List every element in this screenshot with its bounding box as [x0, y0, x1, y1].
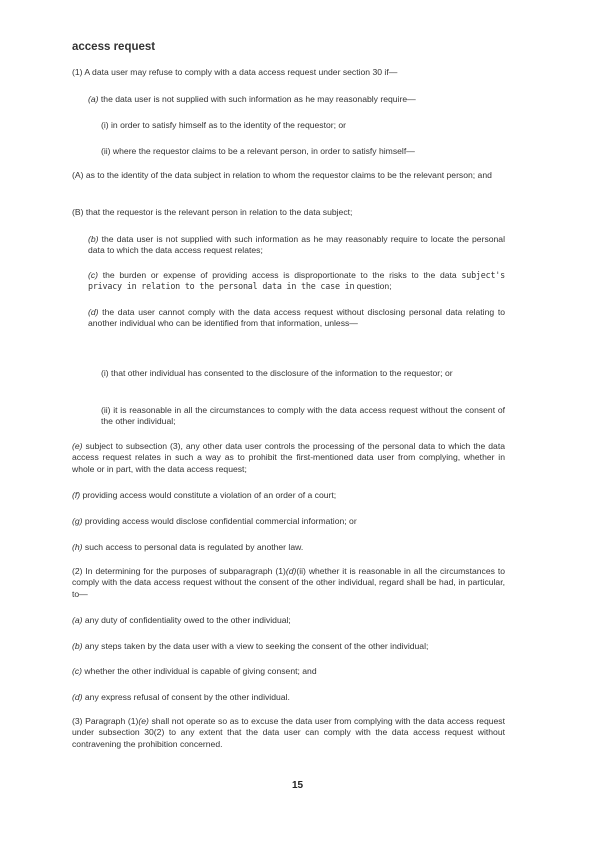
- clause-a-mark: (a): [88, 94, 99, 104]
- item-B-text: (B) that the requestor is the relevant person in relation to the data subject;: [72, 207, 353, 217]
- para-2-clause-b: [72, 641, 505, 652]
- para-2-clause-c: [72, 666, 505, 677]
- paragraph-2-text-a: (2) In determining for the purposes of subparagraph (1): [72, 566, 286, 576]
- para-2-clause-d-mark: (d): [72, 692, 83, 702]
- clause-e-text: subject to subsection (3), any other data user controls the processing of the personal data to which the data access request relates in such a way as to prohibit the first-mentioned data user from complying, whether in whole or in part, with the data access request;: [72, 441, 505, 474]
- clause-h-text: such access to personal data is regulated by another law.: [82, 542, 304, 552]
- para-2-clause-c-text: whether the other individual is capable of giving consent; and: [82, 666, 317, 676]
- subclause-ii-2: [101, 405, 505, 428]
- para-2-clause-d-text: any express refusal of consent by the other individual.: [82, 692, 290, 702]
- clause-e-mark: (e): [72, 441, 83, 451]
- clause-b-text: the data user is not supplied with such information as he may reasonably require to locate the personal data to which the data access request relates;: [88, 234, 505, 256]
- subclause-i-1-text: (i) in order to satisfy himself as to the identity of the requestor; or: [101, 120, 347, 130]
- subclause-ii-1: [101, 146, 505, 157]
- para-2-clause-c-mark: (c): [72, 666, 83, 676]
- item-B: [72, 207, 505, 218]
- clause-c-text-1: the burden or expense of providing access is disproportionate to the risks to the data: [98, 270, 462, 280]
- clause-c: [88, 270, 505, 293]
- paragraph-3: [72, 716, 505, 750]
- para-2-clause-b-text: any steps taken by the data user with a view to seeking the consent of the other individual;: [82, 641, 429, 651]
- clause-a: [88, 94, 505, 105]
- subclause-ii-2-text: (ii) it is reasonable in all the circumstances to comply with the data access request without the consent of the other individual;: [101, 405, 505, 427]
- clause-g-mark: (g): [72, 516, 83, 526]
- clause-f-text: providing access would constitute a violation of an order of a court;: [80, 490, 337, 500]
- clause-e: [72, 441, 505, 475]
- clause-c-mark: (c): [88, 270, 99, 280]
- paragraph-2-text-b: (ii) whether it is reasonable in all the circumstances to comply with the data access request without the consent of the other individual, regard shall be had, in particular, to—: [72, 566, 505, 599]
- clause-g: [72, 516, 505, 527]
- paragraph-2-mark: (d): [285, 566, 297, 576]
- para-2-clause-b-mark: (b): [72, 641, 83, 651]
- paragraph-3-mark: (e): [138, 716, 149, 726]
- clause-b: [88, 234, 505, 257]
- paragraph-3-text-a: (3) Paragraph (1): [72, 716, 139, 726]
- para-2-clause-a-mark: (a): [72, 615, 83, 625]
- clause-h-mark: (h): [72, 542, 83, 552]
- clause-c-text-2: subject's privacy in relation to the personal data in the case in: [88, 270, 505, 292]
- page-number: 15: [291, 780, 304, 791]
- item-A-text: (A) as to the identity of the data subject in relation to whom the requestor claims to be the relevant person; and: [72, 170, 492, 180]
- paragraph-1: [72, 67, 505, 78]
- subclause-i-2: [101, 368, 505, 379]
- para-2-clause-a-text: any duty of confidentiality owed to the other individual;: [82, 615, 291, 625]
- section-heading: access request: [72, 41, 156, 53]
- paragraph-3-text-b: shall not operate so as to excuse the data user from complying with the data access request under subsection 30(2) to any extent that the data user can comply with the data access request without contravening the prohibition concerned.: [72, 716, 505, 749]
- clause-c-text-3: question;: [354, 281, 392, 292]
- para-2-clause-d: [72, 692, 505, 703]
- subclause-ii-1-text: (ii) where the requestor claims to be a relevant person, in order to satisfy himself—: [101, 146, 415, 156]
- clause-d: [88, 307, 505, 330]
- clause-b-mark: (b): [88, 234, 99, 244]
- clause-g-text: providing access would disclose confidential commercial information; or: [82, 516, 357, 526]
- paragraph-2: [72, 566, 505, 600]
- clause-a-text: the data user is not supplied with such information as he may reasonably require—: [98, 94, 416, 104]
- para-2-clause-a: [72, 615, 505, 626]
- subclause-i-1: [101, 120, 505, 131]
- paragraph-1-text: (1) A data user may refuse to comply with a data access request under section 30 if—: [72, 67, 398, 77]
- item-A: [72, 170, 505, 181]
- clause-f-mark: (f): [72, 490, 81, 500]
- clause-d-mark: (d): [88, 307, 99, 317]
- subclause-i-2-text: (i) that other individual has consented to the disclosure of the information to the requestor; or: [101, 368, 453, 378]
- clause-d-text: the data user cannot comply with the data access request without disclosing personal data relating to another individual who can be identified from that information, unless—: [88, 307, 505, 329]
- clause-f: [72, 490, 505, 501]
- clause-h: [72, 542, 505, 553]
